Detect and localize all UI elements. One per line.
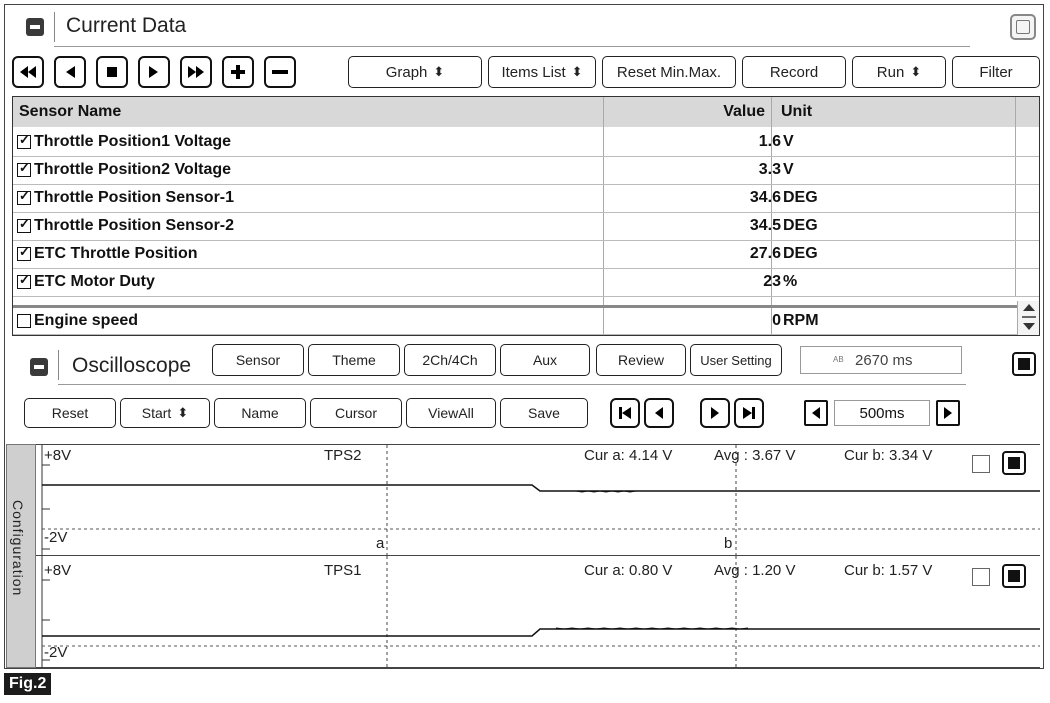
tps2-top-scale: +8V [44,447,72,464]
cursor-a-marker[interactable]: a [376,535,385,552]
sensor-name: ETC Throttle Position [34,245,198,262]
timebase-increase-icon[interactable] [936,400,960,426]
stop-icon[interactable] [96,56,128,88]
sensor-value: 23 [763,273,781,290]
minus-icon[interactable] [264,56,296,88]
step-back-icon[interactable] [54,56,86,88]
column-header-value[interactable]: Value [603,97,771,127]
theme-button[interactable]: Theme [308,344,400,376]
sensor-name-cell [17,161,231,179]
sensor-name-cell [17,245,198,263]
column-header-unit[interactable]: Unit [771,97,1015,127]
sensor-unit: RPM [783,312,819,329]
tps1-avg: Avg : 1.20 V [714,562,796,579]
row-checkbox[interactable] [17,219,31,233]
table-row[interactable] [13,213,1039,241]
row-checkbox[interactable] [17,314,31,328]
sensor-name-cell [17,217,234,235]
sensor-name: ETC Motor Duty [34,273,155,290]
tps1-color-icon[interactable] [1002,564,1026,588]
timebase-decrease-icon[interactable] [804,400,828,426]
sensor-value: 3.3 [758,161,781,178]
sensor-name: Engine speed [34,312,139,329]
prev-icon[interactable] [644,398,674,428]
window-title: Current Data [66,14,187,37]
cursor-b-marker[interactable]: b [724,535,733,552]
timer-icon: AB [833,355,844,364]
aux-button[interactable]: Aux [500,344,590,376]
plus-icon[interactable] [222,56,254,88]
row-checkbox[interactable] [17,135,31,149]
oscilloscope-title: Oscilloscope [72,354,192,377]
sensor-value: 0 [772,312,781,329]
tps1-bottom-scale: -2V [44,644,68,661]
tps2-avg: Avg : 3.67 V [714,447,796,464]
oscilloscope-underline [58,384,966,385]
sensor-name-cell [17,312,138,330]
scope-toggle-icon[interactable] [1012,352,1036,376]
sensor-value: 34.5 [749,217,781,234]
tps2-cur-b: Cur b: 3.34 V [844,447,933,464]
sensor-name-cell [17,273,155,291]
tps1-cur-b: Cur b: 1.57 V [844,562,933,579]
tps2-cur-a: Cur a: 4.14 V [584,447,673,464]
tps1-cur-a: Cur a: 0.80 V [584,562,673,579]
sensor-value: 1.6 [758,133,781,150]
skip-start-icon[interactable] [610,398,640,428]
collapse-current-data-icon[interactable] [26,18,44,36]
sensor-unit: V [783,133,794,150]
figure-label: Fig.2 [4,673,51,695]
tps1-checkbox[interactable] [972,568,990,586]
items-list-select[interactable]: Items List ⬍ [488,56,596,88]
scroll-down-icon[interactable] [1023,323,1035,330]
table-row[interactable] [13,305,1039,335]
maximize-icon[interactable] [1010,14,1036,40]
filter-button[interactable]: Filter [952,56,1040,88]
scope-channel-tps2[interactable] [36,444,1040,556]
tps1-top-scale: +8V [44,562,72,579]
cursor-button[interactable]: Cursor [310,398,402,428]
reset-minmax-button[interactable]: Reset Min.Max. [602,56,736,88]
column-header-spacer [1015,97,1039,127]
tps1-channel-name: TPS1 [324,562,362,579]
sensor-name-cell [17,189,234,207]
sensor-unit: V [783,161,794,178]
time-value: 2670 ms [855,351,913,369]
run-select[interactable]: Run ⬍ [852,56,946,88]
reset-button[interactable]: Reset [24,398,116,428]
start-select[interactable]: Start ⬍ [120,398,210,428]
sensor-name-cell [17,133,231,151]
channels-button[interactable]: 2Ch/4Ch [404,344,496,376]
table-row[interactable] [13,269,1039,297]
sensor-button[interactable]: Sensor [212,344,304,376]
sensor-unit: DEG [783,189,818,206]
scope-channel-tps1[interactable] [36,556,1040,668]
sensor-table [12,96,1040,336]
review-button[interactable]: Review [596,344,686,376]
row-checkbox[interactable] [17,275,31,289]
play-icon[interactable] [138,56,170,88]
tps2-channel-name: TPS2 [324,447,362,464]
scroll-thumb [1022,316,1036,318]
table-row[interactable] [13,241,1039,269]
column-header-sensor-name[interactable]: Sensor Name [13,97,603,127]
sensor-unit: % [783,273,798,290]
tps2-checkbox[interactable] [972,455,990,473]
table-row[interactable] [13,185,1039,213]
rewind-icon[interactable] [12,56,44,88]
tps2-color-icon[interactable] [1002,451,1026,475]
tps2-bottom-scale: -2V [44,529,68,546]
sensor-unit: DEG [783,217,818,234]
timebase-value[interactable]: 500ms [834,400,930,426]
sensor-name: Throttle Position Sensor-2 [34,217,235,234]
header-underline [54,46,970,47]
scroll-up-icon[interactable] [1023,304,1035,311]
table-row[interactable] [13,129,1039,157]
sensor-value: 27.6 [749,245,781,262]
row-checkbox[interactable] [17,163,31,177]
save-button[interactable]: Save [500,398,588,428]
sensor-name: Throttle Position1 Voltage [34,133,232,150]
oscilloscope-divider [58,350,59,380]
name-button[interactable]: Name [214,398,306,428]
header-divider [54,12,55,42]
time-display [800,346,962,374]
skip-end-icon[interactable] [734,398,764,428]
row-checkbox[interactable] [17,191,31,205]
configuration-label: Configuration [10,500,26,597]
table-row[interactable] [13,157,1039,185]
table-scrollbar[interactable] [1017,301,1039,335]
graph-select[interactable]: Graph ⬍ [348,56,482,88]
collapse-oscilloscope-icon[interactable] [30,358,48,376]
sensor-unit: DEG [783,245,818,262]
sensor-name: Throttle Position2 Voltage [34,161,232,178]
sensor-value: 34.6 [749,189,781,206]
next-icon[interactable] [700,398,730,428]
sensor-name: Throttle Position Sensor-1 [34,189,235,206]
view-all-button[interactable]: ViewAll [406,398,496,428]
record-button[interactable]: Record [742,56,846,88]
configuration-tab[interactable] [6,444,36,668]
row-checkbox[interactable] [17,247,31,261]
fast-forward-icon[interactable] [180,56,212,88]
user-setting-button[interactable]: User Setting [690,344,782,376]
